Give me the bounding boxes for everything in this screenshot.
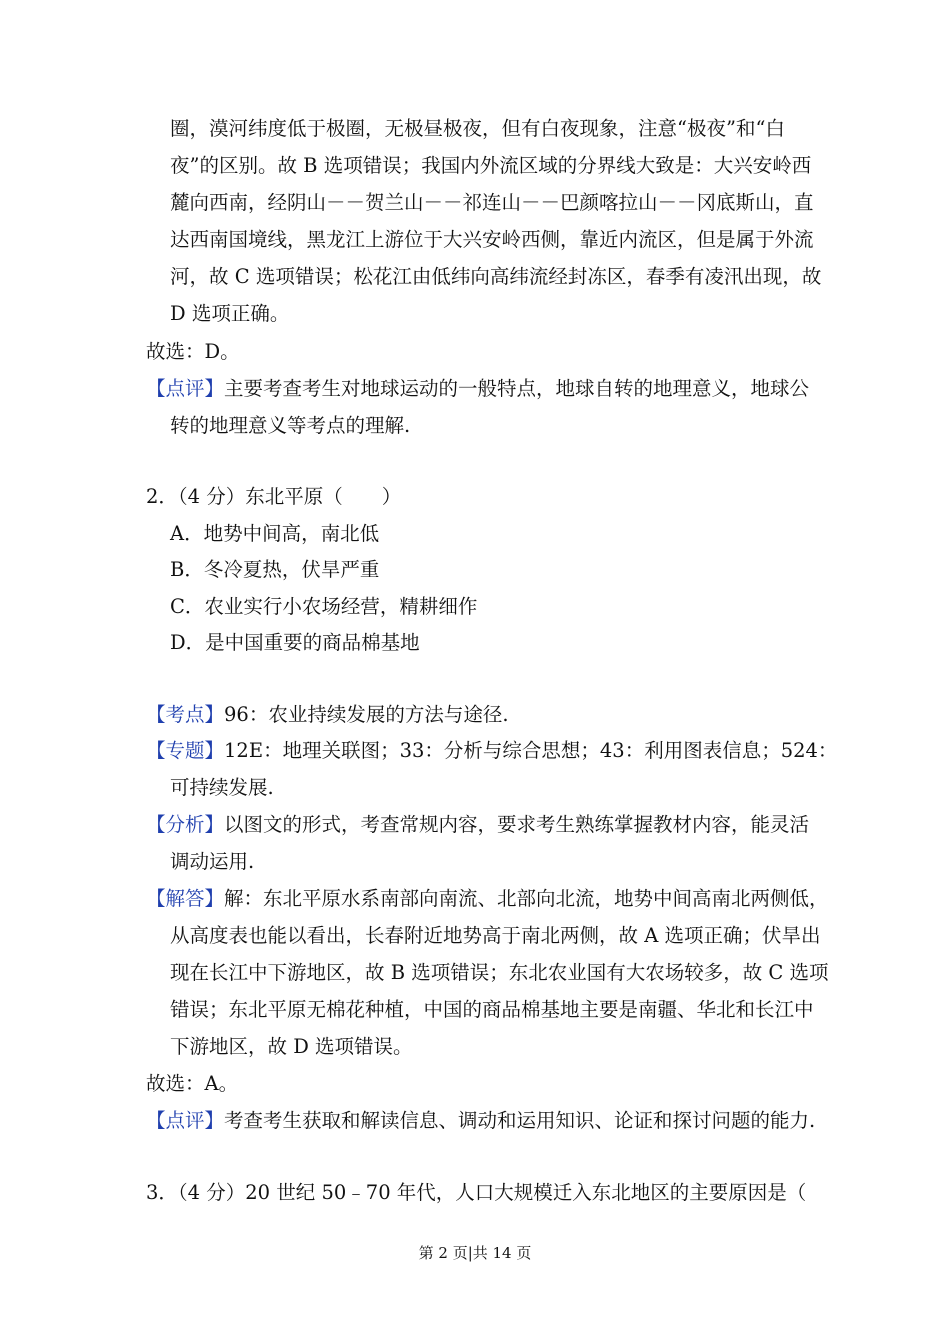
q1-analysis-line-1: 圈，漠河纬度低于极圈，无极昼极夜，但有白夜现象，注意“极夜”和“白 xyxy=(170,117,785,140)
q2-jieda-line-3: 现在长江中下游地区，故 B 选项错误；东北农业国有大农场较多，故 C 选项 xyxy=(170,961,829,984)
page-number: 第 2 页|共 14 页 xyxy=(418,1244,532,1262)
q1-review-tag: 【点评】 xyxy=(146,377,225,400)
q2-zhuanti-line-2: 可持续发展. xyxy=(170,776,274,799)
q2-kaodian-tag: 【考点】 xyxy=(146,703,225,726)
q1-analysis-line-5: 河，故 C 选项错误；松花江由低纬向高纬流经封冻区，春季有凌汛出现，故 xyxy=(170,265,822,288)
q2-kaodian-text: 96：农业持续发展的方法与途径. xyxy=(224,703,509,726)
q2-fenxi-text: 以图文的形式，考查常规内容，要求考生熟练掌握教材内容，能灵活 xyxy=(224,813,810,836)
q2-fenxi xyxy=(146,812,809,838)
q2-zhuanti xyxy=(146,738,837,764)
q3-stem: 3．（4 分）20 世纪 50﹣70 年代，人口大规模迁入东北地区的主要原因是（ xyxy=(146,1181,807,1204)
q1-analysis-line-6: D 选项正确。 xyxy=(170,302,290,325)
q2-jieda-tag: 【解答】 xyxy=(146,887,225,910)
q2-answer: 故选：A。 xyxy=(146,1072,239,1095)
q1-answer: 故选：D。 xyxy=(146,340,240,363)
q2-jieda-line-5: 下游地区，故 D 选项错误。 xyxy=(170,1035,413,1058)
q2-jieda-text: 解：东北平原水系南部向南流、北部向北流，地势中间高南北两侧低， xyxy=(224,887,829,910)
q2-dianping xyxy=(146,1108,815,1134)
q1-analysis-line-3: 麓向西南，经阴山－－贺兰山－－祁连山－－巴颜喀拉山－－冈底斯山，直 xyxy=(170,191,814,214)
q2-jieda-line-2: 从高度表也能以看出，长春附近地势高于南北两侧，故 A 选项正确；伏旱出 xyxy=(170,924,821,947)
q2-jieda-line-4: 错误；东北平原无棉花种植，中国的商品棉基地主要是南疆、华北和长江中 xyxy=(170,998,814,1021)
q2-option-c: C．农业实行小农场经营，精耕细作 xyxy=(170,595,478,618)
q2-fenxi-tag: 【分析】 xyxy=(146,813,225,836)
q1-analysis-line-4: 达西南国境线，黑龙江上游位于大兴安岭西侧，靠近内流区，但是属于外流 xyxy=(170,228,814,251)
q2-kaodian xyxy=(146,702,509,728)
q2-dianping-text: 考查考生获取和解读信息、调动和运用知识、论证和探讨问题的能力. xyxy=(224,1109,816,1132)
q2-zhuanti-tag: 【专题】 xyxy=(146,739,225,762)
q1-review-text: 主要考查考生对地球运动的一般特点，地球自转的地理意义，地球公 xyxy=(224,377,810,400)
q2-option-a: A．地势中间高，南北低 xyxy=(170,522,380,545)
q2-zhuanti-text: 12E：地理关联图；33：分析与综合思想；43：利用图表信息；524： xyxy=(224,739,838,762)
q1-analysis-line-2: 夜”的区别。故 B 选项错误；我国内外流区域的分界线大致是：大兴安岭西 xyxy=(170,154,812,177)
q2-option-d: D．是中国重要的商品棉基地 xyxy=(170,631,420,654)
q2-dianping-tag: 【点评】 xyxy=(146,1109,225,1132)
q2-jieda xyxy=(146,886,829,912)
q2-fenxi-line-2: 调动运用. xyxy=(170,850,255,873)
q2-option-b: B．冬冷夏热，伏旱严重 xyxy=(170,558,380,581)
q1-review-line-2: 转的地理意义等考点的理解. xyxy=(170,414,411,437)
q2-stem: 2．（4 分）东北平原（ ） xyxy=(146,485,402,508)
q1-review xyxy=(146,376,809,402)
